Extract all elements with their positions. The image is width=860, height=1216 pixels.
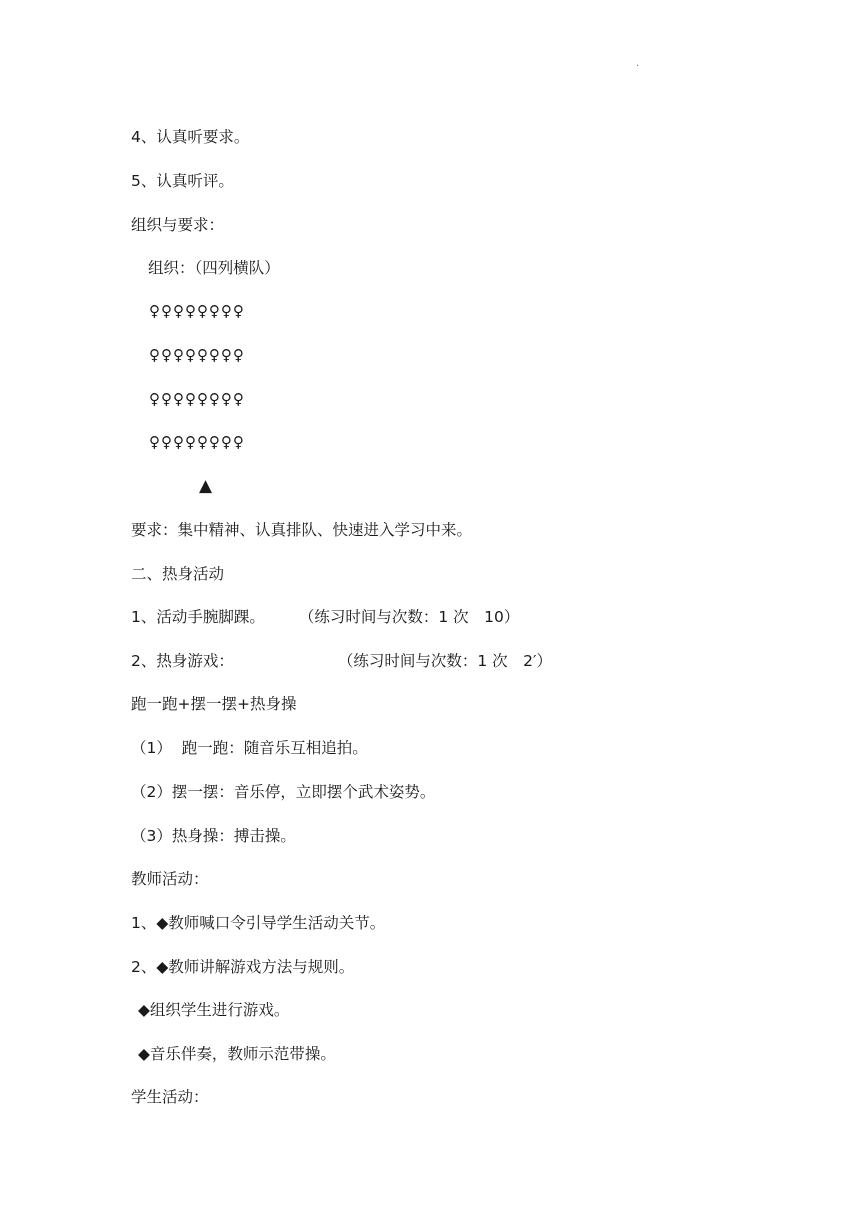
game-title: 跑一跑+摆一摆+热身操 [131, 695, 297, 713]
teacher-activity-2a: ◆组织学生进行游戏。 [138, 1001, 290, 1019]
teacher-activity-1: 1、◆教师喊口令引导学生活动关节。 [131, 914, 386, 932]
warmup-item-2-time: （练习时间与次数：1 次 2′） [337, 652, 553, 670]
item-listen-evaluation: 5、认真听评。 [131, 172, 234, 190]
teacher-activity-2b: ◆音乐伴奏，教师示范带操。 [138, 1045, 336, 1063]
warmup-item-1 [131, 607, 519, 627]
warmup-item-1-time: （练习时间与次数：1 次 10） [298, 608, 520, 626]
warmup-section-heading: 二、热身活动 [131, 565, 225, 583]
item-listen-requirements: 4、认真听要求。 [131, 128, 250, 146]
requirements-text: 要求：集中精神、认真排队、快速进入学习中来。 [131, 521, 473, 539]
warmup-item-1-label: 1、活动手腕脚踝。 [131, 608, 265, 626]
warmup-item-2 [131, 651, 552, 671]
formation-row-1: ♀♀♀♀♀♀♀♀ [149, 302, 245, 320]
teacher-position-icon: ▲ [199, 476, 213, 496]
organization-formation-label: 组织：（四列横队） [148, 259, 280, 277]
page-marker-dot: . [636, 58, 640, 69]
game-step-1: （1） 跑一跑：随音乐互相追拍。 [131, 739, 368, 757]
formation-row-3: ♀♀♀♀♀♀♀♀ [149, 390, 245, 408]
game-step-3: （3）热身操：搏击操。 [131, 827, 296, 845]
teacher-activity-heading: 教师活动： [131, 870, 209, 888]
teacher-activity-2: 2、◆教师讲解游戏方法与规则。 [131, 958, 355, 976]
formation-row-2: ♀♀♀♀♀♀♀♀ [149, 346, 245, 364]
organization-heading: 组织与要求： [131, 216, 225, 234]
formation-row-4: ♀♀♀♀♀♀♀♀ [149, 433, 245, 451]
game-step-2: （2）摆一摆：音乐停，立即摆个武术姿势。 [131, 783, 436, 801]
student-activity-heading: 学生活动： [131, 1088, 209, 1106]
warmup-item-2-label: 2、热身游戏： [131, 652, 234, 670]
